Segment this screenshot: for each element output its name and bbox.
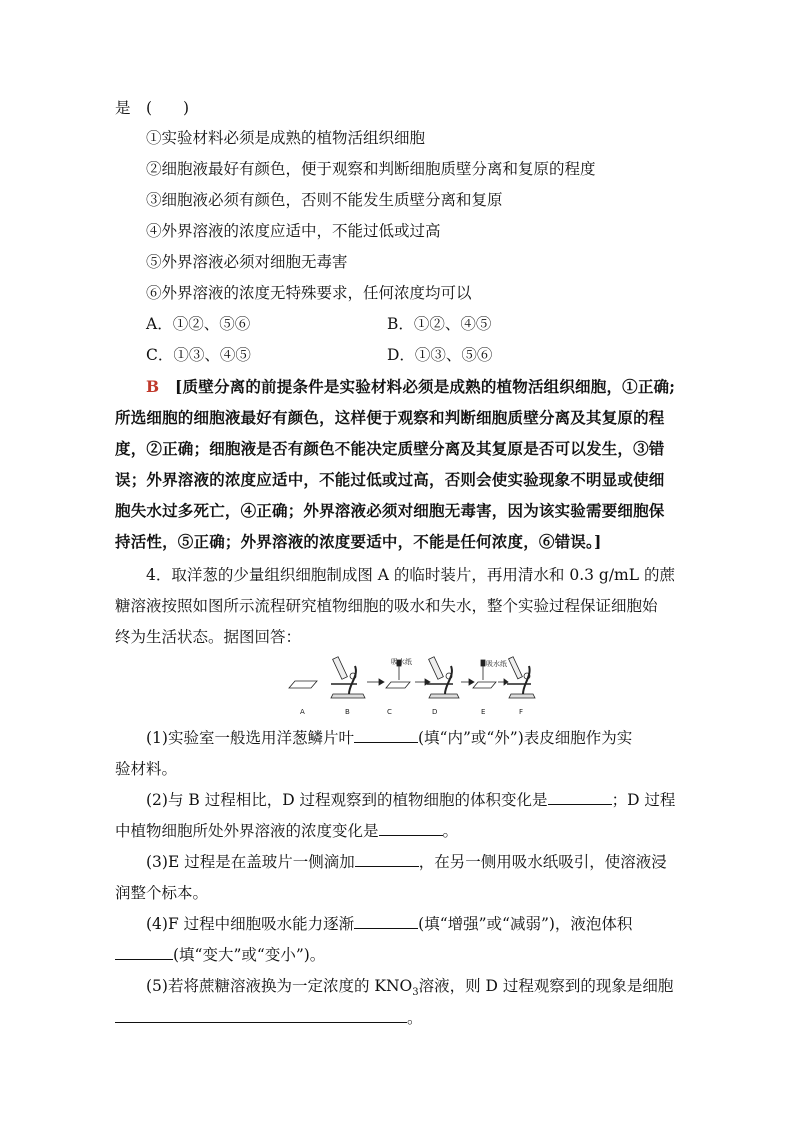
microscope-d-icon	[427, 657, 459, 698]
figure-label-a: A	[300, 708, 305, 716]
explanation-line-5: 胞失水过多死亡，④正确；外界溶液必须对细胞无毒害，因为该实验需要细胞保	[115, 501, 665, 520]
statement-3: ③细胞液必须有颜色，否则不能发生质壁分离和复原	[146, 191, 503, 209]
subq-4-line-2: (填“变大”或“变小”)。	[115, 945, 325, 965]
q4-stem-line-2: 糖溶液按照如图所示流程研究植物细胞的吸水和失水，整个实验过程保证细胞始	[115, 597, 658, 615]
answer-blank-5[interactable]	[354, 914, 418, 929]
option-d: D．①③、⑤⑥	[387, 346, 493, 364]
explanation-text-1: [质壁分离的前提条件是实验材料必须是成熟的植物活组织细胞，①正确;	[175, 377, 676, 396]
slide-a-icon	[289, 681, 317, 688]
subq-1-line-2: 验材料。	[115, 760, 178, 778]
microscope-b-icon	[331, 657, 365, 698]
answer-blank-1[interactable]	[354, 728, 418, 743]
subq-3-line-1: (3)E 过程是在盖玻片一侧滴加 ，在另一侧用吸水纸吸引，使溶液浸	[146, 853, 667, 871]
figure-label-f: F	[519, 708, 524, 716]
figure-label-d: D	[432, 708, 438, 716]
explanation-line-2: 所选细胞的细胞液最好有颜色，这样便于观察和判断细胞质壁分离及其复原的程	[115, 408, 665, 427]
figure-label-c: C	[387, 708, 392, 716]
explanation-line-4: 误；外界溶液的浓度应适中，不能过低或过高，否则会使实验现象不明显或使细	[115, 470, 665, 489]
paper-label-e: 吸水纸	[486, 660, 507, 668]
statement-5: ⑤外界溶液必须对细胞无毒害	[146, 253, 348, 271]
paper-label-c: 吸水纸	[391, 658, 412, 666]
explanation-line-1	[146, 377, 675, 397]
microscope-f-icon	[507, 657, 535, 698]
slide-c-icon	[386, 682, 410, 688]
subq-5-line-2: 。	[115, 1008, 423, 1028]
q3-stem-tail: 是 ( )	[115, 99, 190, 117]
explanation-line-3: 度，②正确；细胞液是否有颜色不能决定质壁分离及其复原是否可以发生，③错	[115, 439, 665, 458]
statement-6: ⑥外界溶液的浓度无特殊要求，任何浓度均可以	[146, 284, 472, 302]
option-c: C．①③、④⑤	[146, 346, 251, 364]
q4-stem-line-3: 终为生活状态。据图回答：	[115, 628, 302, 646]
experiment-flow-figure	[287, 654, 537, 720]
subq-4-line-1: (4)F 过程中细胞吸水能力逐渐 (填“增强”或“减弱”)，液泡体积	[146, 915, 633, 933]
subq-3-line-2: 润整个标本。	[115, 884, 209, 902]
answer-blank-2[interactable]	[548, 790, 612, 805]
option-b: B．①②、④⑤	[387, 315, 492, 333]
answer-blank-3[interactable]	[379, 821, 443, 836]
subq-1-line-1: (1)实验室一般选用洋葱鳞片叶 (填“内”或“外”)表皮细胞作为实	[146, 729, 633, 747]
slide-e-icon	[473, 682, 496, 688]
answer-blank-4[interactable]	[355, 852, 419, 867]
answer-letter: B	[146, 377, 160, 396]
q4-stem-line-1: 4．取洋葱的少量组织细胞制成图 A 的临时装片，再用清水和 0.3 g/mL 的蔗	[146, 566, 675, 584]
statement-2: ②细胞液最好有颜色，便于观察和判断细胞质壁分离和复原的程度	[146, 160, 596, 178]
answer-blank-6[interactable]	[115, 945, 173, 960]
explanation-line-6: 持活性，⑤正确；外界溶液的浓度要适中，不能是任何浓度，⑥错误。]	[115, 532, 602, 551]
option-a: A．①②、⑤⑥	[146, 315, 251, 333]
figure-label-e: E	[481, 708, 486, 716]
statement-4: ④外界溶液的浓度应适中，不能过低或过高	[146, 222, 441, 240]
subq-2-line-1: (2)与 B 过程相比，D 过程观察到的植物细胞的体积变化是 ；D 过程	[146, 791, 676, 809]
answer-blank-7[interactable]	[115, 1008, 407, 1023]
subq-5-line-1: (5)若将蔗糖溶液换为一定浓度的 $KNO_3$溶液，则 D 过程观察到的现象是细胞	[146, 977, 674, 999]
statement-1: ①实验材料必须是成熟的植物活组织细胞	[146, 129, 426, 147]
figure-label-b: B	[345, 708, 350, 716]
subq-2-line-2: 中植物细胞所处外界溶液的浓度变化是 。	[115, 822, 459, 840]
